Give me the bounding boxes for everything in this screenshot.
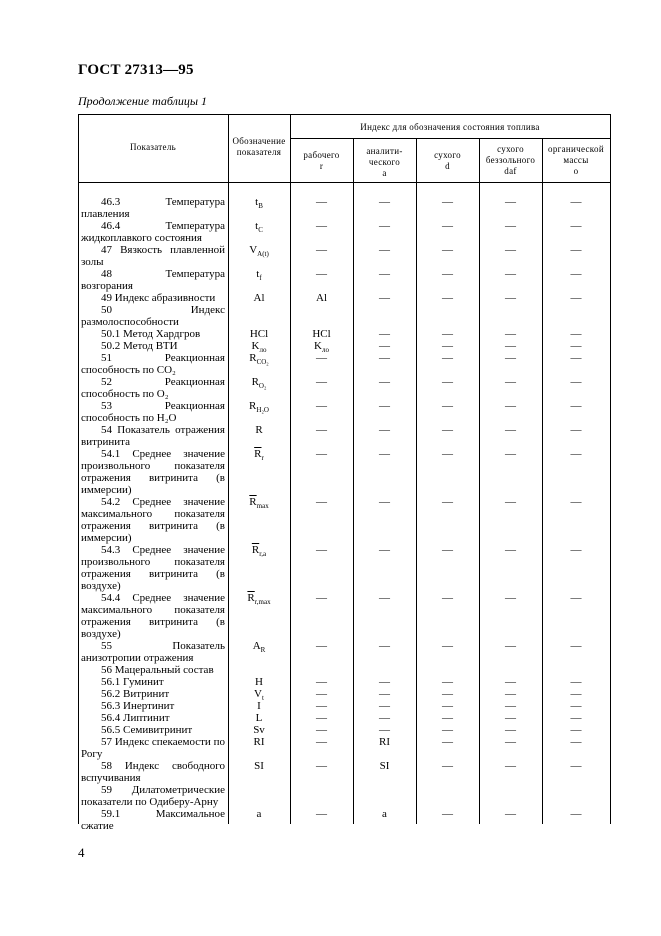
indicator-symbol: $\overline{R}_{max}$	[249, 496, 269, 510]
indicator-name: 54.2 Среднее значение максимального показателя отражения витринита (в иммерсии)	[81, 496, 225, 544]
header-state-line: d	[445, 161, 450, 171]
state-index-cell: —	[379, 700, 390, 712]
state-index-cell: —	[570, 808, 582, 820]
indicator-name: 58 Индекс свободного вспучивания	[81, 760, 225, 784]
state-index-cell: —	[316, 688, 327, 700]
state-index-cell: —	[316, 196, 327, 208]
state-index-cell: —	[505, 592, 516, 604]
state-index-cell: —	[570, 544, 582, 556]
header-state-line: органической	[548, 144, 604, 154]
state-index-cell: —	[442, 688, 453, 700]
state-index-cell: —	[570, 640, 582, 652]
state-index-cell: —	[570, 592, 582, 604]
state-index-cell: RI	[379, 736, 390, 748]
state-index-cell: —	[570, 448, 582, 460]
state-index-cell: —	[442, 220, 453, 232]
state-index-cell: —	[505, 328, 516, 340]
state-index-cell: —	[442, 352, 453, 364]
indicator-name: 56.3 Инертинит	[101, 700, 175, 712]
standard-title: ГОСТ 27313—95	[78, 62, 194, 78]
indicator-name: 59.1 Максимальное сжатие	[81, 808, 225, 832]
indicator-name: 49 Индекс абразивности	[101, 292, 216, 304]
state-index-cell: —	[570, 244, 582, 256]
state-index-cell: —	[379, 448, 390, 460]
state-index-cell: —	[379, 328, 390, 340]
indicator-name: 56.5 Семивитринит	[101, 724, 193, 736]
state-index-cell: —	[505, 640, 516, 652]
state-index-cell: —	[442, 640, 453, 652]
state-index-cell: —	[442, 328, 453, 340]
table-top-border	[78, 114, 610, 115]
state-index-cell: —	[505, 340, 516, 352]
indicator-symbol: SI	[254, 760, 264, 772]
indicator-symbol: L	[255, 712, 263, 724]
indicator-name: 54.4 Среднее значение максимального показателя отражения витринита (в воздухе)	[81, 592, 225, 640]
state-index-cell: $K_{лo}$	[314, 340, 329, 354]
state-index-cell: —	[570, 220, 582, 232]
indicator-table	[78, 114, 610, 832]
header-symbol	[228, 136, 290, 158]
state-index-cell: —	[379, 640, 390, 652]
indicator-name: 59 Дилатометрические показатели по Одиберу-Арну	[81, 784, 225, 808]
state-index-cell: —	[442, 496, 453, 508]
state-index-cell: —	[570, 424, 582, 436]
indicator-symbol: $K_{лo}$	[251, 340, 267, 354]
state-index-cell: —	[570, 712, 582, 724]
state-index-cell: —	[379, 544, 390, 556]
indicator-name: 46.3 Температура плавления	[81, 196, 225, 220]
state-index-cell: —	[316, 592, 327, 604]
header-symbol-line2: показателя	[236, 147, 282, 157]
indicator-symbol: $\overline{R}_{r,a}$	[251, 544, 267, 558]
table-continuation-caption: Продолжение таблицы 1	[78, 94, 208, 108]
state-index-cell: —	[570, 292, 582, 304]
indicator-symbol: a	[256, 808, 262, 820]
state-index-cell: —	[316, 640, 327, 652]
state-index-cell: —	[505, 808, 516, 820]
indicator-symbol: $V_{A(t)}$	[249, 244, 269, 258]
state-index-cell: —	[505, 268, 516, 280]
header-bottom-border	[78, 182, 610, 183]
state-index-cell: —	[442, 340, 453, 352]
state-index-cell: —	[379, 592, 390, 604]
header-state-2	[416, 150, 479, 172]
indicator-symbol: H	[255, 676, 263, 688]
col-border	[610, 114, 611, 824]
indicator-symbol: $\overline{R}_r$	[254, 448, 264, 462]
state-index-cell: —	[570, 736, 582, 748]
state-index-cell: SI	[379, 760, 390, 772]
header-state-group: Индекс для обозначения состояния топлива	[360, 122, 540, 132]
state-index-cell: —	[316, 352, 327, 364]
state-index-cell: —	[316, 244, 327, 256]
state-index-cell: —	[316, 736, 327, 748]
indicator-symbol: $R_{CO_2}$	[249, 352, 269, 366]
header-state-4	[542, 144, 610, 177]
state-index-cell: —	[442, 544, 453, 556]
indicator-name: 50.1 Метод Хардгров	[101, 328, 201, 340]
header-state-0	[290, 150, 353, 172]
state-index-cell: —	[505, 352, 516, 364]
state-index-cell: —	[570, 400, 582, 412]
state-index-cell: —	[442, 376, 453, 388]
state-index-cell: —	[379, 352, 390, 364]
header-state-line: аналити-	[366, 146, 403, 156]
state-index-cell: —	[570, 676, 582, 688]
state-index-cell: —	[379, 676, 390, 688]
state-index-cell: —	[379, 340, 390, 352]
state-index-cell: —	[570, 268, 582, 280]
state-index-cell: —	[442, 724, 453, 736]
header-symbol-line1: Обозначение	[232, 136, 286, 146]
state-index-cell: —	[570, 760, 582, 772]
state-index-cell: —	[505, 712, 516, 724]
state-index-cell: a	[382, 808, 387, 820]
state-index-cell: —	[316, 400, 327, 412]
indicator-name: 55 Показатель анизотропии отражения	[81, 640, 225, 664]
state-index-cell: —	[442, 268, 453, 280]
header-state-line: ческого	[368, 157, 401, 167]
state-index-cell: —	[505, 496, 516, 508]
indicator-symbol: $R_{O_2}$	[251, 376, 267, 390]
header-state-line: o	[573, 166, 579, 176]
state-index-cell: —	[379, 496, 390, 508]
state-index-cell: —	[316, 220, 327, 232]
state-index-cell: Al	[316, 292, 327, 304]
page-number: 4	[78, 845, 85, 860]
state-index-cell: —	[442, 700, 453, 712]
state-index-cell: —	[505, 376, 516, 388]
indicator-symbol: $t_f$	[256, 268, 262, 282]
state-index-cell: —	[442, 448, 453, 460]
state-index-cell: —	[505, 688, 516, 700]
state-index-cell: —	[316, 496, 327, 508]
state-index-cell: —	[570, 688, 582, 700]
indicator-symbol: $\overline{R}_{r,max}$	[247, 592, 271, 606]
header-state-3	[479, 144, 542, 177]
indicator-name: 53 Реакционная способность по H₂O	[81, 400, 225, 424]
indicator-name: 54.1 Среднее значение произвольного показателя отражения витринита (в иммерсии)	[81, 448, 225, 496]
state-index-cell: —	[505, 292, 516, 304]
indicator-symbol: $R_{H_2O}$	[249, 400, 269, 414]
state-index-cell: —	[379, 400, 390, 412]
indicator-name: 50 Индекс размолоспособности	[81, 304, 225, 328]
state-index-cell: —	[442, 808, 453, 820]
indicator-symbol: Sv	[253, 724, 265, 736]
header-state-line: сухого	[434, 150, 461, 160]
state-index-cell: —	[570, 340, 582, 352]
state-index-cell: —	[379, 688, 390, 700]
state-index-cell: —	[316, 760, 327, 772]
state-index-cell: —	[316, 376, 327, 388]
state-index-cell: —	[442, 736, 453, 748]
state-index-cell: —	[442, 196, 453, 208]
state-index-cell: —	[570, 700, 582, 712]
state-index-cell: —	[570, 724, 582, 736]
state-index-cell: —	[442, 292, 453, 304]
state-index-cell: —	[379, 376, 390, 388]
header-state-line: рабочего	[303, 150, 340, 160]
state-index-cell: —	[379, 244, 390, 256]
indicator-name: 47 Вязкость плавленной золы	[81, 244, 225, 268]
header-state-line: r	[319, 161, 324, 171]
header-state-line: daf	[504, 166, 517, 176]
indicator-symbol: RI	[253, 736, 265, 748]
state-index-cell: —	[316, 424, 327, 436]
indicator-name: 57 Индекс спекаемости по Рогу	[81, 736, 225, 760]
state-index-cell: —	[379, 220, 390, 232]
state-index-cell: —	[505, 424, 516, 436]
indicator-name: 56.2 Витринит	[101, 688, 170, 700]
state-index-cell: —	[505, 544, 516, 556]
header-state-line: a	[382, 168, 387, 178]
header-state-line: массы	[563, 155, 589, 165]
header-state-line: беззольного	[485, 155, 536, 165]
state-index-cell: —	[442, 712, 453, 724]
indicator-symbol: $t_B$	[255, 196, 263, 210]
state-index-cell: —	[316, 712, 327, 724]
state-index-cell: —	[505, 220, 516, 232]
indicator-name: 56 Мацеральный состав	[101, 664, 214, 676]
state-index-cell: —	[316, 676, 327, 688]
state-index-cell: —	[379, 712, 390, 724]
indicator-name: 51 Реакционная способность по CO₂	[81, 352, 225, 376]
indicator-symbol: $A_R$	[252, 640, 266, 654]
state-index-cell: —	[505, 676, 516, 688]
state-index-cell: —	[316, 268, 327, 280]
header-state-line: сухого	[497, 144, 524, 154]
indicator-symbol: I	[257, 700, 261, 712]
indicator-name: 56.4 Липтинит	[101, 712, 170, 724]
state-index-cell: —	[379, 268, 390, 280]
state-index-cell: —	[505, 760, 516, 772]
state-index-cell: HCl	[312, 328, 331, 340]
indicator-name: 48 Температура возгорания	[81, 268, 225, 292]
state-index-cell: —	[505, 700, 516, 712]
state-index-cell: —	[570, 376, 582, 388]
state-index-cell: —	[570, 496, 582, 508]
indicator-symbol: HCl	[249, 328, 269, 340]
state-index-cell: —	[442, 760, 453, 772]
state-index-cell: —	[505, 244, 516, 256]
header-state-1	[353, 146, 416, 179]
indicator-symbol: Al	[253, 292, 265, 304]
state-index-cell: —	[505, 736, 516, 748]
state-index-cell: —	[316, 544, 327, 556]
state-index-cell: —	[570, 352, 582, 364]
state-index-cell: —	[442, 400, 453, 412]
indicator-symbol: $V_t$	[254, 688, 264, 702]
indicator-symbol: R	[255, 424, 263, 436]
col-border	[78, 114, 79, 824]
indicator-name: 56.1 Гуминит	[101, 676, 164, 688]
indicator-name: 54 Показатель отражения витринита	[81, 424, 225, 448]
state-index-cell: —	[570, 328, 582, 340]
indicator-name: 52 Реакционная способность по O₂	[81, 376, 225, 400]
state-index-cell: —	[379, 196, 390, 208]
state-index-cell: —	[379, 292, 390, 304]
indicator-name: 54.3 Среднее значение произвольного показателя отражения витринита (в воздухе)	[81, 544, 225, 592]
state-index-cell: —	[442, 592, 453, 604]
group-divider	[290, 138, 610, 139]
state-index-cell: —	[505, 724, 516, 736]
state-index-cell: —	[442, 676, 453, 688]
indicator-name: 50.2 Метод ВТИ	[101, 340, 178, 352]
state-index-cell: —	[570, 196, 582, 208]
state-index-cell: —	[316, 724, 327, 736]
state-index-cell: —	[442, 244, 453, 256]
state-index-cell: —	[316, 448, 327, 460]
state-index-cell: —	[505, 448, 516, 460]
state-index-cell: —	[316, 808, 327, 820]
header-indicator: Показатель	[129, 142, 177, 152]
state-index-cell: —	[442, 424, 453, 436]
state-index-cell: —	[505, 400, 516, 412]
state-index-cell: —	[379, 424, 390, 436]
indicator-name: 46.4 Температура жидкоплавкого состояния	[81, 220, 225, 244]
state-index-cell: —	[379, 724, 390, 736]
indicator-symbol: $t_C$	[255, 220, 263, 234]
state-index-cell: —	[505, 196, 516, 208]
state-index-cell: —	[316, 700, 327, 712]
